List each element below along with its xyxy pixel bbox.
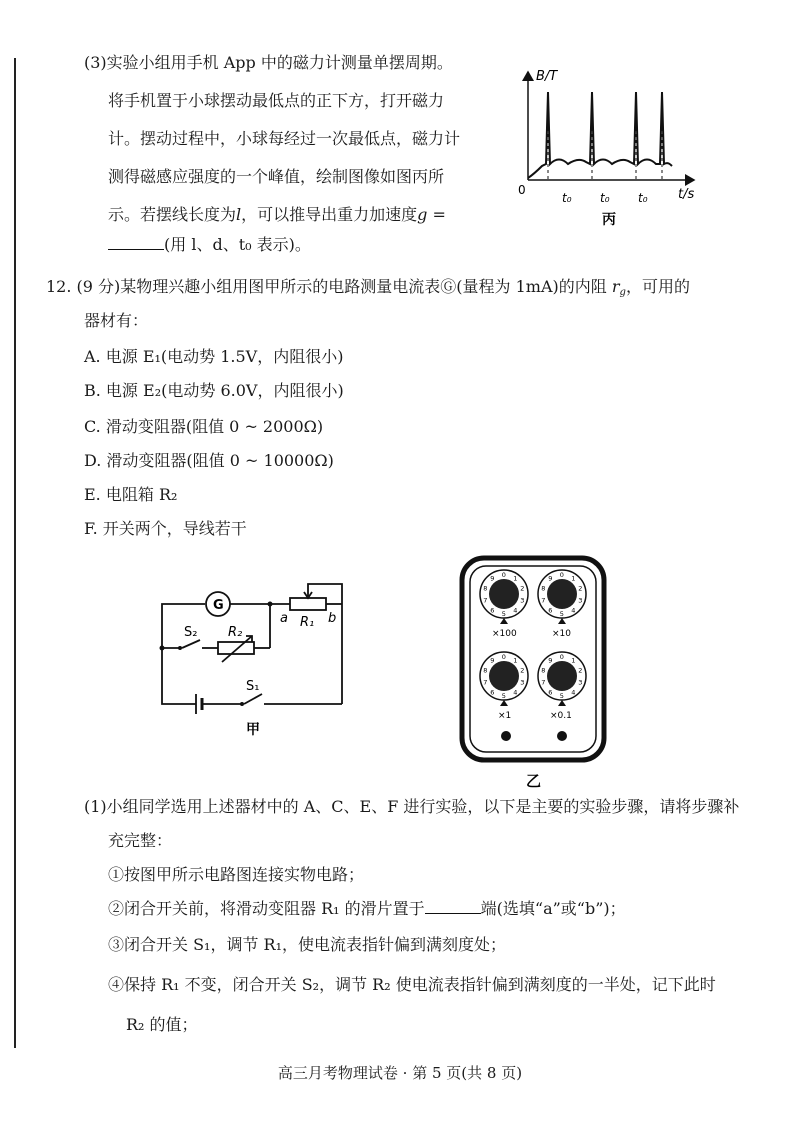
s2-label: S₂ xyxy=(184,625,198,640)
t0-label: t₀ xyxy=(600,191,610,205)
dial-digit: 9 xyxy=(548,656,553,665)
q12-line-1: 12. (9 分)某物理兴趣小组用图甲所示的电路测量电流表Ⓖ(量程为 1mA)的内阻 $r_g$，可用的 xyxy=(46,277,690,298)
y-axis-label: B/T xyxy=(536,69,558,84)
dial-digit: 8 xyxy=(541,666,546,675)
dial-digit: 8 xyxy=(483,584,488,593)
r2-label: R₂ xyxy=(228,625,243,640)
t0-label: t₀ xyxy=(562,191,572,205)
dial-digit: 5 xyxy=(559,692,564,700)
dial-digit: 0 xyxy=(501,653,506,661)
dial-digit: 2 xyxy=(520,584,525,593)
dial-digit: 6 xyxy=(548,606,553,615)
dial-digit: 1 xyxy=(571,656,576,665)
switch-s2 xyxy=(182,640,200,648)
b-field-curve xyxy=(528,92,672,178)
step-4-cont: R₂ 的值； xyxy=(126,1015,198,1034)
option-a: A. 电源 E₁(电动势 1.5V，内阻很小) xyxy=(84,347,344,366)
multiplier-x1: ×1 xyxy=(498,711,512,721)
q11-line-3: 计。摆动过程中，小球每经过一次最低点，磁力计 xyxy=(108,129,461,148)
dial-digit: 0 xyxy=(501,571,506,579)
step-3: ③闭合开关 S₁，调节 R₁，使电流表指针偏到满刻度处； xyxy=(108,935,507,954)
terminal-left[interactable] xyxy=(501,731,511,741)
terminal-b: b xyxy=(328,611,337,626)
dial-digit: 4 xyxy=(571,688,576,697)
resistor-box-r2 xyxy=(218,642,254,654)
dial-digit: 1 xyxy=(571,574,576,583)
q11-line-1: (3)实验小组用手机 App 中的磁力计测量单摆周期。 xyxy=(84,53,453,72)
rheostat-r1 xyxy=(290,598,326,610)
dial-digit: 3 xyxy=(520,596,525,605)
part1-line-1: (1)小组同学选用上述器材中的 A、C、E、F 进行实验，以下是主要的实验步骤，请将步骤补 xyxy=(84,797,740,816)
graph-bing xyxy=(516,62,706,230)
answer-blank-end[interactable] xyxy=(425,899,481,914)
dial-digit: 7 xyxy=(541,678,546,687)
dial-digit: 0 xyxy=(559,653,564,661)
circuit-caption: 甲 xyxy=(246,722,260,738)
step-4: ④保持 R₁ 不变，闭合开关 S₂，调节 R₂ 使电流表指针偏到满刻度的一半处，记下此时 xyxy=(108,975,716,994)
terminal-a: a xyxy=(280,611,288,626)
dial-digit: 2 xyxy=(520,666,525,675)
dial-digit: 3 xyxy=(578,596,583,605)
t0-label: t₀ xyxy=(638,191,648,205)
origin-label: 0 xyxy=(518,183,526,197)
dial-digit: 9 xyxy=(490,656,495,665)
dial-digit: 3 xyxy=(578,678,583,687)
dial-digit: 8 xyxy=(483,666,488,675)
dial-digit: 3 xyxy=(520,678,525,687)
dial-digit: 1 xyxy=(513,574,518,583)
dial-digit: 2 xyxy=(578,666,583,675)
dial-digit: 4 xyxy=(513,606,518,615)
dial-digit: 1 xyxy=(513,656,518,665)
multiplier-x10: ×10 xyxy=(552,629,571,639)
q11-line-6: (用 l、d、t₀ 表示)。 xyxy=(108,234,311,256)
r1-label: R₁ xyxy=(300,615,315,630)
dial-digit: 5 xyxy=(501,692,506,700)
dial-digit: 5 xyxy=(501,610,506,618)
galvanometer-label: G xyxy=(213,598,224,613)
step-1: ①按图甲所示电路图连接实物电路； xyxy=(108,865,365,884)
var-l: l xyxy=(236,205,242,224)
switch-s1 xyxy=(244,694,262,704)
dial-digit: 4 xyxy=(513,688,518,697)
dial-digit: 5 xyxy=(559,610,564,618)
x-axis-label: t/s xyxy=(678,187,695,202)
step-2: ②闭合开关前，将滑动变阻器 R₁ 的滑片置于 端(选填“a”或“b”)； xyxy=(108,899,626,918)
dial-digit: 4 xyxy=(571,606,576,615)
q11-line-5: 示。若摆线长度为l，可以推导出重力加速度g = xyxy=(108,205,446,224)
option-c: C. 滑动变阻器(阻值 0 ~ 2000Ω) xyxy=(84,417,324,436)
dial-digit: 8 xyxy=(541,584,546,593)
option-e: E. 电阻箱 R₂ xyxy=(84,485,178,504)
question-number: 12. xyxy=(46,277,72,296)
q11-line-2: 将手机置于小球摆动最低点的正下方，打开磁力 xyxy=(108,91,445,110)
box-caption: 乙 xyxy=(526,772,542,790)
graph-caption: 丙 xyxy=(602,212,616,228)
dial-digit: 6 xyxy=(490,606,495,615)
resistor-box-yi xyxy=(458,554,608,794)
dial-digit: 6 xyxy=(548,688,553,697)
q11-line-4: 测得磁感应强度的一个峰值，绘制图像如图丙所 xyxy=(108,167,445,186)
part1-line-2: 充完整： xyxy=(108,831,173,850)
dial-digit: 9 xyxy=(548,574,553,583)
terminal-right[interactable] xyxy=(557,731,567,741)
dial-digit: 0 xyxy=(559,571,564,579)
multiplier-x100: ×100 xyxy=(492,629,517,639)
option-f: F. 开关两个，导线若干 xyxy=(84,519,247,538)
q12-line-2: 器材有： xyxy=(84,311,149,330)
dial-digit: 7 xyxy=(483,678,488,687)
answer-blank-g[interactable] xyxy=(108,235,164,250)
margin-line xyxy=(14,58,16,1048)
circuit-jia xyxy=(150,582,360,742)
option-d: D. 滑动变阻器(阻值 0 ~ 10000Ω) xyxy=(84,451,334,470)
s1-label: S₁ xyxy=(246,679,260,694)
dial-digit: 7 xyxy=(541,596,546,605)
dial-digit: 7 xyxy=(483,596,488,605)
page-footer: 高三月考物理试卷 · 第 5 页(共 8 页) xyxy=(277,1064,523,1082)
option-b: B. 电源 E₂(电动势 6.0V，内阻很小) xyxy=(84,381,344,400)
multiplier-x0.1: ×0.1 xyxy=(550,711,572,721)
var-g: g xyxy=(417,205,428,224)
dial-digit: 2 xyxy=(578,584,583,593)
dial-digit: 6 xyxy=(490,688,495,697)
dial-digit: 9 xyxy=(490,574,495,583)
